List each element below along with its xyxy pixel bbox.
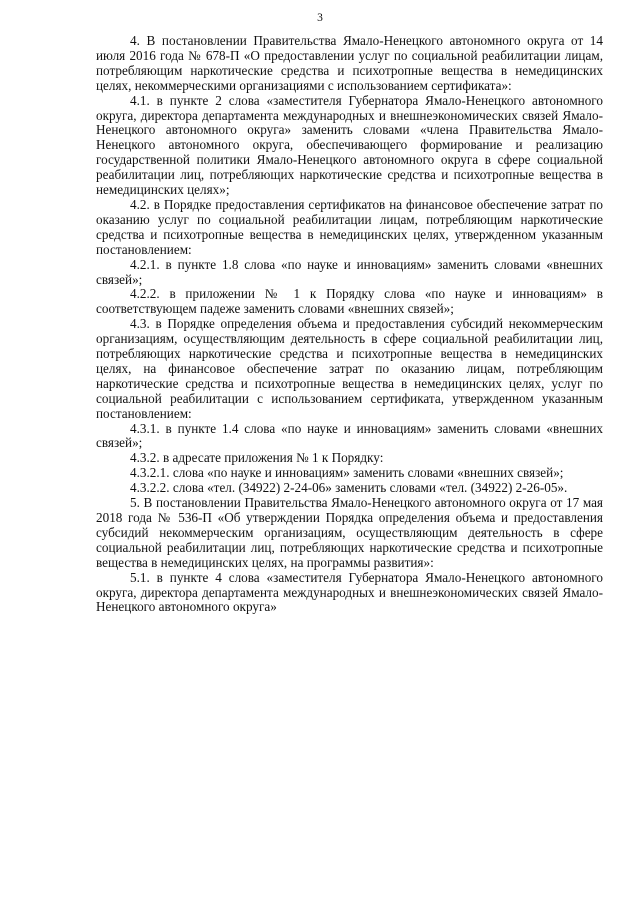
paragraph-5: 5. В постановлении Правительства Ямало-Ненецкого автономного округа от 17 мая 2018 года № 536-П «Об утверждении Порядка определения объема и предоставления субсидий некоммерческим организациям, осуществляющим деятельность в сфере социальной реабилитации лиц, потребляющих наркотические средства и психотропные вещества в немедицинских целях, на программы развития»:: [96, 495, 603, 570]
paragraph-4-1: 4.1. в пункте 2 слова «заместителя Губернатора Ямало-Ненецкого автономного округа, директора департамента международных и внешнеэкономических связей Ямало-Ненецкого автономного округа» заменить словами «члена Правительства Ямало-Ненецкого автономного округа, обеспечивающего формирование и реализацию государственной политики Ямало-Ненецкого автономного округа в сфере социальной реабилитации лиц, потребляющих наркотические средства и психотропные вещества в немедицинских целях»;: [96, 92, 603, 198]
paragraph-4-2: 4.2. в Порядке предоставления сертификатов на финансовое обеспечение затрат по оказанию услуг по социальной реабилитации лицам, потребляющим наркотические средства и психотропные вещества в немедицинских целях, утвержденном указанным постановлением:: [96, 196, 603, 257]
page-number: 3: [317, 12, 323, 24]
paragraph-4-3-2-2: 4.3.2.2. слова «тел. (34922) 2-24-06» заменить словами «тел. (34922) 2-26-05».: [130, 480, 568, 496]
paragraph-4-2-2: 4.2.2. в приложении № 1 к Порядку слова «по науке и инновациям» в соответствующем падеже заменить словами «внешних связей»;: [96, 286, 603, 317]
document-body: [96, 34, 603, 615]
paragraph-4-3-1: 4.3.1. в пункте 1.4 слова «по науке и инновациям» заменить словами «внешних связей»;: [96, 420, 603, 451]
paragraph-4-2-1: 4.2.1. в пункте 1.8 слова «по науке и инновациям» заменить словами «внешних связей»;: [96, 256, 603, 287]
paragraph-4-3-2: 4.3.2. в адресате приложения № 1 к Порядку:: [130, 450, 384, 466]
paragraph-4-3: 4.3. в Порядке определения объема и предоставления субсидий некоммерческим организациям, осуществляющим деятельность в сфере социальной реабилитации лиц, потребляющих наркотические средства и психотропные вещества в немедицинских целях, на финансовое обеспечение затрат по оказанию лицам, потребляющим наркотические средства и психотропные вещества в немедицинских целях, услуг по социальной реабилитации с использованием сертификата, утвержденном указанным постановлением:: [96, 316, 603, 421]
paragraph-5-1: 5.1. в пункте 4 слова «заместителя Губернатора Ямало-Ненецкого автономного округа, директора департамента международных и внешнеэкономических связей Ямало-Ненецкого автономного округа»: [96, 569, 603, 615]
paragraph-4-3-2-1: 4.3.2.1. слова «по науке и инновациям» заменить словами «внешних связей»;: [130, 465, 564, 481]
paragraph-4: 4. В постановлении Правительства Ямало-Ненецкого автономного округа от 14 июля 2016 года № 678-П «О предоставлении услуг по социальной реабилитации лицам, потребляющим наркотические средства и психотропные вещества в немедицинских целях, некоммерческими организациями с использованием сертификата»:: [96, 33, 603, 93]
